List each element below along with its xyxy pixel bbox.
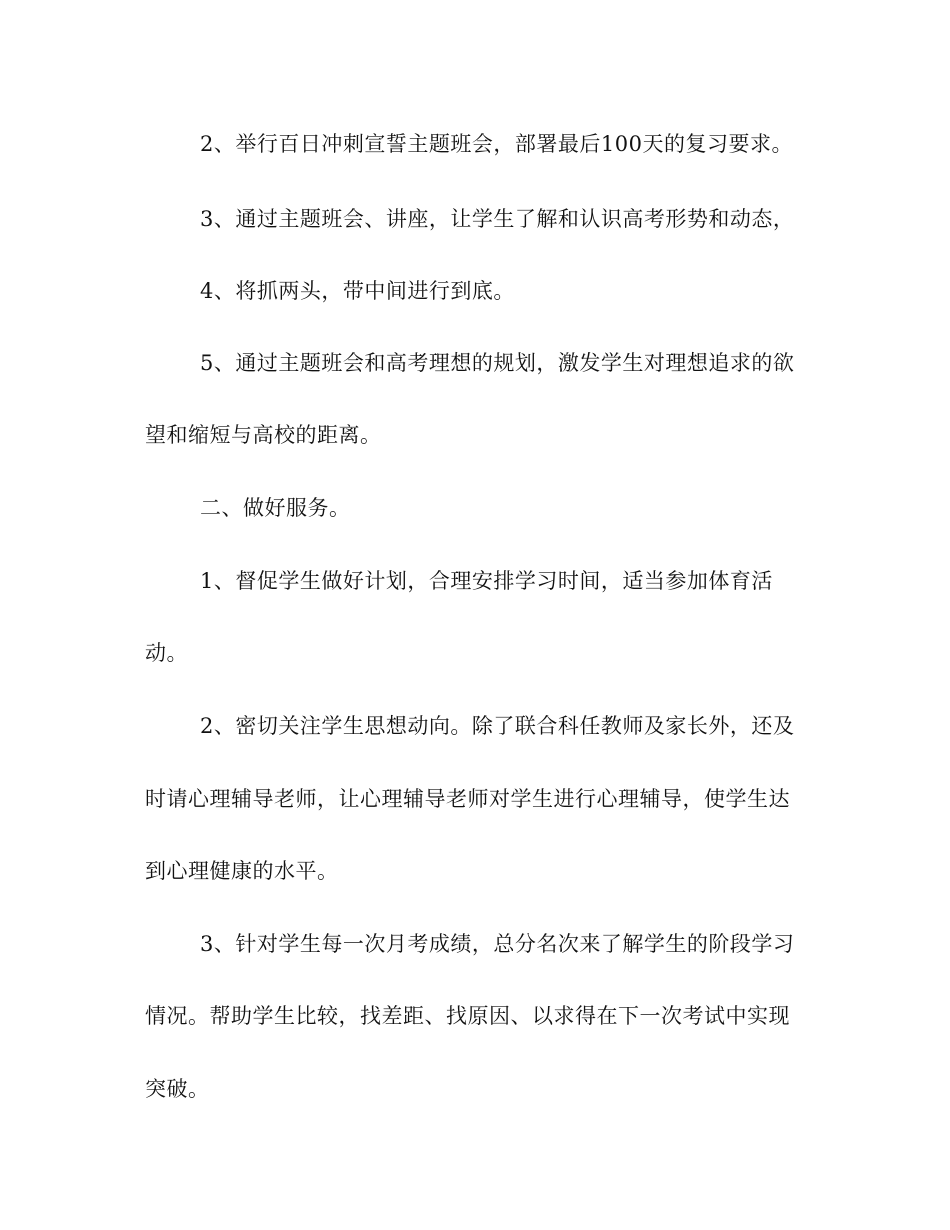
section-heading: 二、做好服务。 (200, 496, 351, 520)
paragraph-line: 2、密切关注学生思想动向。除了联合科任教师及家长外，还及 (200, 714, 795, 738)
paragraph-line: 2、举行百日冲刺宣誓主题班会，部署最后100天的复习要求。 (200, 132, 793, 156)
paragraph-line: 望和缩短与高校的距离。 (145, 423, 382, 447)
paragraph-line: 1、督促学生做好计划，合理安排学习时间，适当参加体育活 (200, 569, 773, 593)
paragraph-line: 动。 (145, 641, 188, 665)
paragraph-line: 情况。帮助学生比较，找差距、找原因、以求得在下一次考试中实现 (145, 1004, 790, 1028)
paragraph-line: 3、针对学生每一次月考成绩，总分名次来了解学生的阶段学习 (200, 932, 795, 956)
paragraph-line: 4、将抓两头，带中间进行到底。 (200, 279, 515, 303)
paragraph-line: 时请心理辅导老师，让心理辅导老师对学生进行心理辅导，使学生达 (145, 787, 790, 811)
paragraph-line: 突破。 (145, 1077, 210, 1101)
paragraph-line: 3、通过主题班会、讲座，让学生了解和认识高考形势和动态， (200, 207, 795, 231)
paragraph-line: 到心理健康的水平。 (145, 859, 339, 883)
paragraph-line: 5、通过主题班会和高考理想的规划，激发学生对理想追求的欲 (200, 351, 795, 375)
